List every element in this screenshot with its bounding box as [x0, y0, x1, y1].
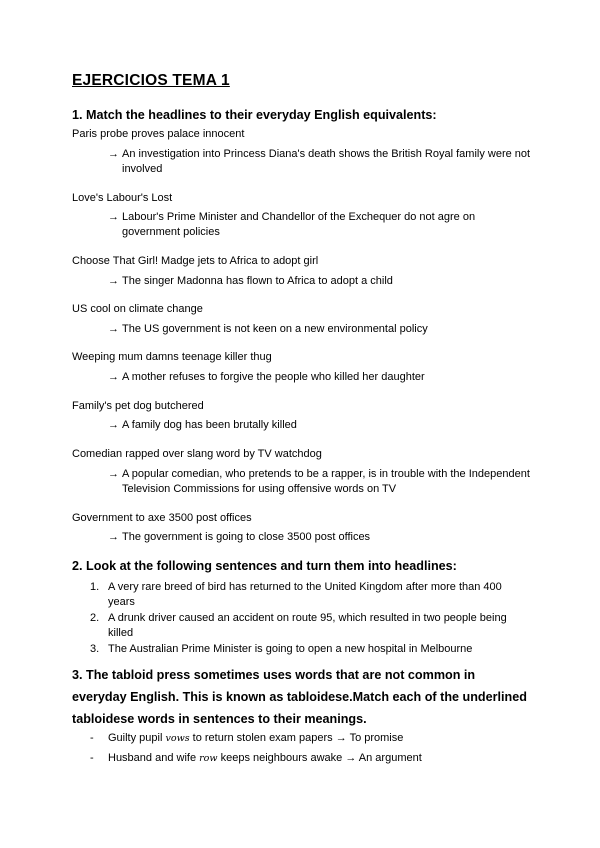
headline-6: Family's pet dog butchered: [72, 400, 204, 412]
headline-8: Government to axe 3500 post offices: [72, 512, 252, 524]
section-3-heading: 3. The tabloid press sometimes uses words that are not common in everyday English. This is known as tabloidese.Match each of the underlined tabloidese words in sentences to their meanings.: [72, 668, 527, 726]
headline-2: Love's Labour's Lost: [72, 192, 173, 204]
equivalent-7: → A popular comedian, who pretends to be a rapper, is in trouble with the Independent Television Commissions for using offensive words on TV: [108, 468, 530, 495]
arrow-icon: →: [108, 531, 119, 543]
equivalent-3: → The singer Madonna has flown to Africa to adopt a child: [108, 275, 393, 287]
list-item: 1. A very rare breed of bird has returned to the United Kingdom after more than 400 years: [90, 581, 502, 608]
arrow-icon: →: [108, 148, 119, 160]
headline-task-list: [90, 580, 530, 658]
list-item: - Husband and wife row keeps neighbours awake → An argument: [90, 752, 422, 764]
tabloid-word: vows: [165, 733, 190, 744]
equivalent-2: → Labour's Prime Minister and Chandellor of the Exchequer do not agre on government policies: [108, 211, 476, 238]
arrow-icon: →: [108, 419, 119, 431]
arrow-icon: →: [108, 323, 119, 335]
equivalent-6: → A family dog has been brutally killed: [108, 419, 297, 431]
document-title: EJERCICIOS TEMA 1: [72, 72, 230, 89]
headline-1: Paris probe proves palace innocent: [72, 128, 245, 140]
section-1-heading: 1. Match the headlines to their everyday English equivalents:: [72, 108, 437, 122]
list-item: 3. The Australian Prime Minister is going to open a new hospital in Melbourne: [90, 643, 473, 655]
equivalent-8: → The government is going to close 3500 post offices: [108, 531, 371, 543]
headline-7: Comedian rapped over slang word by TV watchdog: [72, 448, 322, 460]
arrow-icon: →: [108, 468, 119, 480]
section-2-heading: 2. Look at the following sentences and turn them into headlines:: [72, 559, 457, 573]
arrow-icon: →: [108, 211, 119, 223]
equivalent-4: → The US government is not keen on a new environmental policy: [108, 323, 428, 335]
equivalent-1: → An investigation into Princess Diana's death shows the British Royal family were not involved: [108, 148, 531, 175]
list-item: 2. A drunk driver caused an accident on route 95, which resulted in two people being killed: [90, 612, 507, 639]
tabloidese-list: [90, 731, 530, 771]
headline-5: Weeping mum damns teenage killer thug: [72, 351, 272, 363]
arrow-icon: →: [108, 371, 119, 383]
list-item: - Guilty pupil vows to return stolen exam papers → To promise: [90, 732, 404, 744]
equivalent-5: → A mother refuses to forgive the people who killed her daughter: [108, 371, 425, 383]
arrow-icon: →: [108, 275, 119, 287]
headline-3: Choose That Girl! Madge jets to Africa to adopt girl: [72, 255, 319, 267]
headline-4: US cool on climate change: [72, 303, 203, 315]
tabloid-word: row: [199, 753, 218, 764]
